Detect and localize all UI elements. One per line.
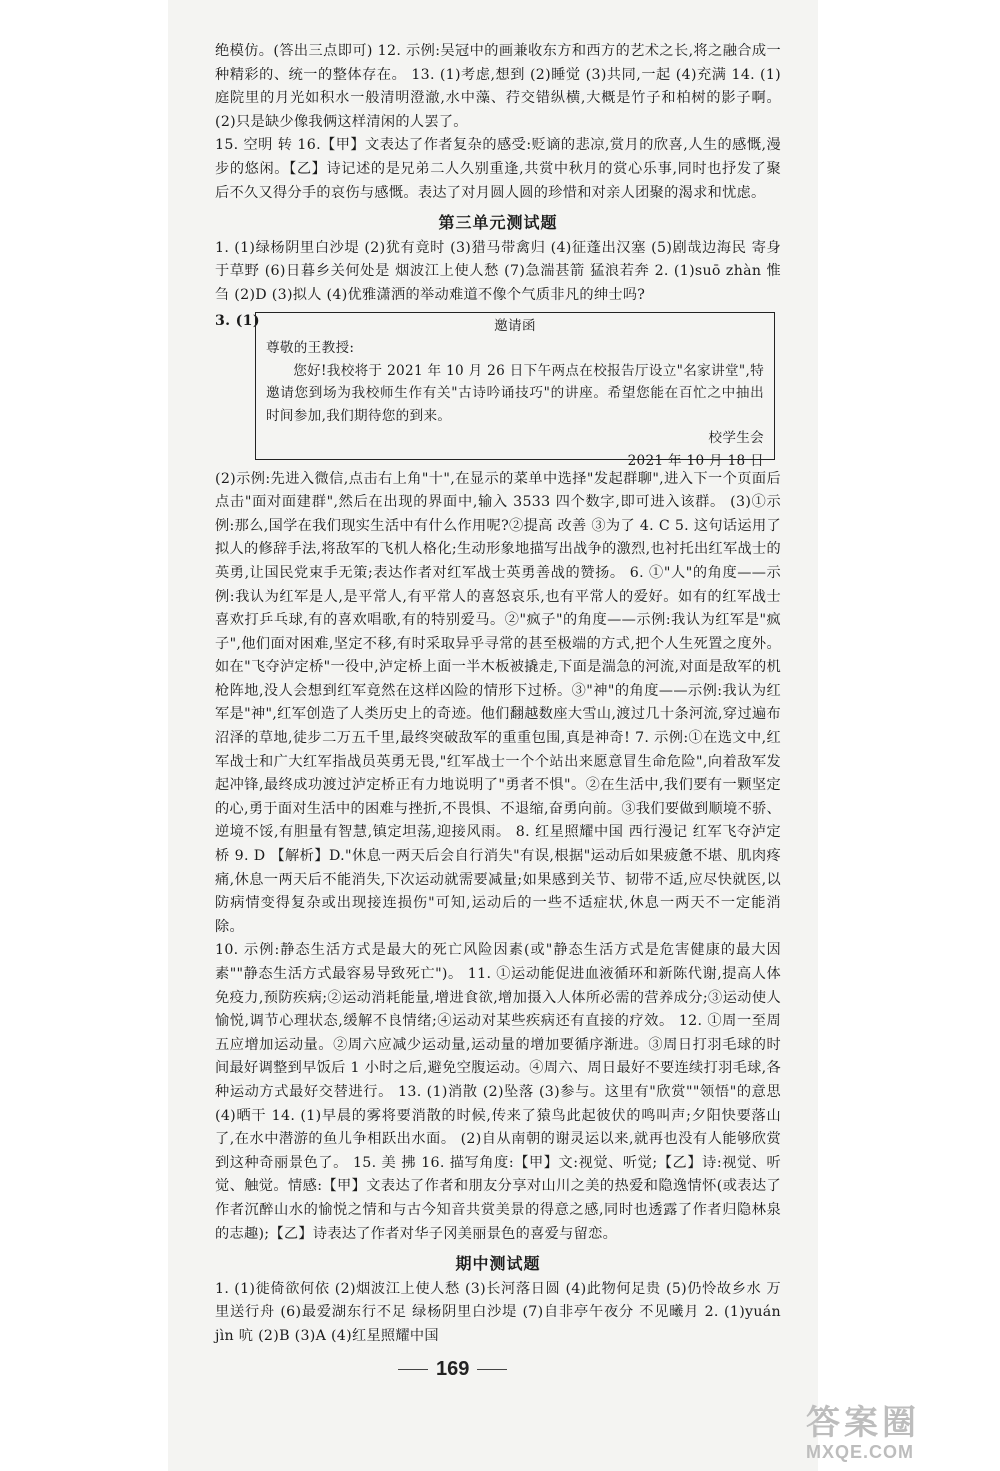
answer-paragraph: 15. 空明 转 16.【甲】文表达了作者复杂的感受:贬谪的悲凉,赏月的欣喜,人生的感慨,漫步的悠闲。【乙】诗记述的是兄弟二人久别重逢,共赏中秋月的赏心乐事,同时也抒发了聚后不久又得分手的哀伤与感慨。表达了对月圆人圆的珍惜和对亲人团聚的渴求和忧虑。 [215,137,781,201]
invitation-date: 2021 年 10 月 18 日 [627,452,764,469]
answer-paragraph: (2)示例:先进入微信,点击右上角"十",在显示的菜单中选择"发起群聊",进入下一个页面后点击"面对面建群",然后在出现的界面中,输入 3533 四个数字,即可进入该群。 (3)①示例:那么,国学在我们现实生活中有什么作用呢?②提高 改善 ③为了 4. C 5. 这句话运用了拟人的修辞手法,将敌军的飞机人格化;生动形象地描写出战争的激烈,也衬托出红军战士的英勇,让国民党束手无策;表达作者对红军战士英勇善战的赞扬。 6. ①"人"的角度——示例:我认为红军是人,是平常人,有平常人的喜怒哀乐,也有平常人的爱好。如有的红军战士喜欢打乒乓球,有的喜欢唱歌,有的特别爱马。②"疯子"的角度——示例:我认为红军是"疯子",他们面对困难,坚定不移,有时采取异乎寻常的甚至极端的方式,把个人生死置之度外。如在"飞夺泸定桥"一役中,泸定桥上面一半木板被撬走,下面是湍急的河流,对面是敌军的机枪阵地,没人会想到红军竟然在这样凶险的情形下过桥。③"神"的角度——示例:我认为红军是"神",红军创造了人类历史上的奇迹。他们翻越数座大雪山,渡过几十条河流,穿过遍布沼泽的草地,徒步二万五千里,最终突破敌军的重重包围,真是神奇! 7. 示例:①在选文中,红军战士和广大红军指战员英勇无畏,"红军战士一个个站出来愿意冒生命危险",向着敌军发起冲锋,最终成功渡过泸定桥正有力地说明了"勇者不惧"。②在生活中,我们要有一颗坚定的心,勇于面对生活中的困难与挫折,不畏惧、不退缩,奋勇向前。③我们要做到顺境不骄、逆境不馁,有胆量有智慧,镇定坦荡,迎接风雨。 8. 红星照耀中国 西行漫记 红军飞夺泸定桥 9. D 【解析】D."休息一两天后会自行消失"有误,根据"运动后如果疲惫不堪、肌肉疼痛,休息一两天后不能消失,下次运动就需要减量;如果感到关节、韧带不适,应尽快就医,以防病情变得复杂或出现接连损伤"可知,运动后的一些不适症状,休息一两天不一定能消除。 [215,470,781,935]
invitation-answer [215,310,781,469]
answer-paragraph: 绝模仿。(答出三点即可) 12. 示例:吴冠中的画兼收东方和西方的艺术之长,将之融合成一种精彩的、统一的整体存在。 13. (1)考虑,想到 (2)睡觉 (3)共同,一起 (4)充满 14. (1)庭院里的月光如积水一般清明澄澈,水中藻、荇交错纵横,大概是竹子和柏树的影子啊。 (2)只是缺少像我俩这样清闲的人罢了。 [215,43,781,130]
invitation-sender: 校学生会 [708,430,764,447]
watermark-url: MXQE.COM [806,1442,915,1462]
answer-paragraph: 1. (1)徙倚欲何依 (2)烟波江上使人愁 (3)长河落日圆 (4)此物何足贵 (5)仍怜故乡水 万里送行舟 (6)最爱湖东行不足 绿杨阴里白沙堤 (7)自非亭午夜分 不见曦月 2. (1)yuán jìn 吭 (2)B (3)A (4)红星照耀中国 [215,1280,781,1344]
answer-paragraph: 1. (1)绿杨阴里白沙堤 (2)犹有竟时 (3)猎马带禽归 (4)征蓬出汉塞 (5)剧哉边海民 寄身于草野 (6)日暮乡关何处是 烟波江上使人愁 (7)急湍甚箭 猛浪若奔 2. (1)suō zhàn 惟 刍 (2)D (3)拟人 (4)优雅潇洒的举动难道不像个气质非凡的绅士吗? [215,239,781,303]
watermark-logo: 答案圈 [806,1404,920,1442]
page-number-dash [398,1369,428,1370]
invitation-box [255,312,775,469]
page-number-value: 169 [436,1358,470,1380]
answer-paragraph: 10. 示例:静态生活方式是最大的死亡风险因素(或"静态生活方式是危害健康的最大因素""静态生活方式最容易导致死亡")。 11. ①运动能促进血液循环和新陈代谢,提高人体免疫力,预防疾病;②运动消耗能量,增进食欲,增加摄入人体所必需的营养成分;③运动使人愉悦,调节心理状态,缓解不良情绪;④运动对某些疾病还有直接的疗效。 12. ①周一至周五应增加运动量。②周六应减少运动量,运动量的增加要循序渐进。③周日打羽毛球的时间最好调整到早饭后 1 小时之后,避免空腹运动。④周六、周日最好不要连续打羽毛球,各种运动方式最好交替进行。 13. (1)消散 (2)坠落 (3)参与。这里有"欣赏""领悟"的意思 (4)晒干 14. (1)早晨的雾将要消散的时候,传来了猿鸟此起彼伏的鸣叫声;夕阳快要落山了,在水中潜游的鱼儿争相跃出水面。 (2)自从南朝的谢灵运以来,就再也没有人能够欣赏到这种奇丽景色了。 15. 美 拂 16. 描写角度:【甲】文:视觉、听觉;【乙】诗:视觉、听觉、触觉。情感:【甲】文表达了作者和朋友分享对山川之美的热爱和隐逸情怀(或表达了作者沉醉山水的愉悦之情和与古今知音共赏美景的得意之感,同时也透露了作者归隐林泉的志趣);【乙】诗表达了作者对华子冈美丽景色的喜爱与留恋。 [215,942,781,1242]
invitation-title: 邀请函 [494,317,536,334]
page-number [390,1358,515,1381]
site-watermark [806,1404,996,1468]
question-label: 3. (1) [215,312,260,329]
page-number-dash [477,1369,507,1370]
invitation-body: 您好!我校将于 2021 年 10 月 26 日下午两点在校报告厅设立"名家讲堂",特邀请您到场为我校师生作有关"古诗吟诵技巧"的讲座。希望您能在百忙之中抽出时间参加,我们期待您的到来。 [266,362,764,424]
section-heading-midterm: 期中测试题 [455,1254,541,1274]
answer-sheet [215,40,781,1349]
invitation-salutation: 尊敬的王教授: [266,340,355,357]
section-heading-unit3: 第三单元测试题 [438,213,558,233]
